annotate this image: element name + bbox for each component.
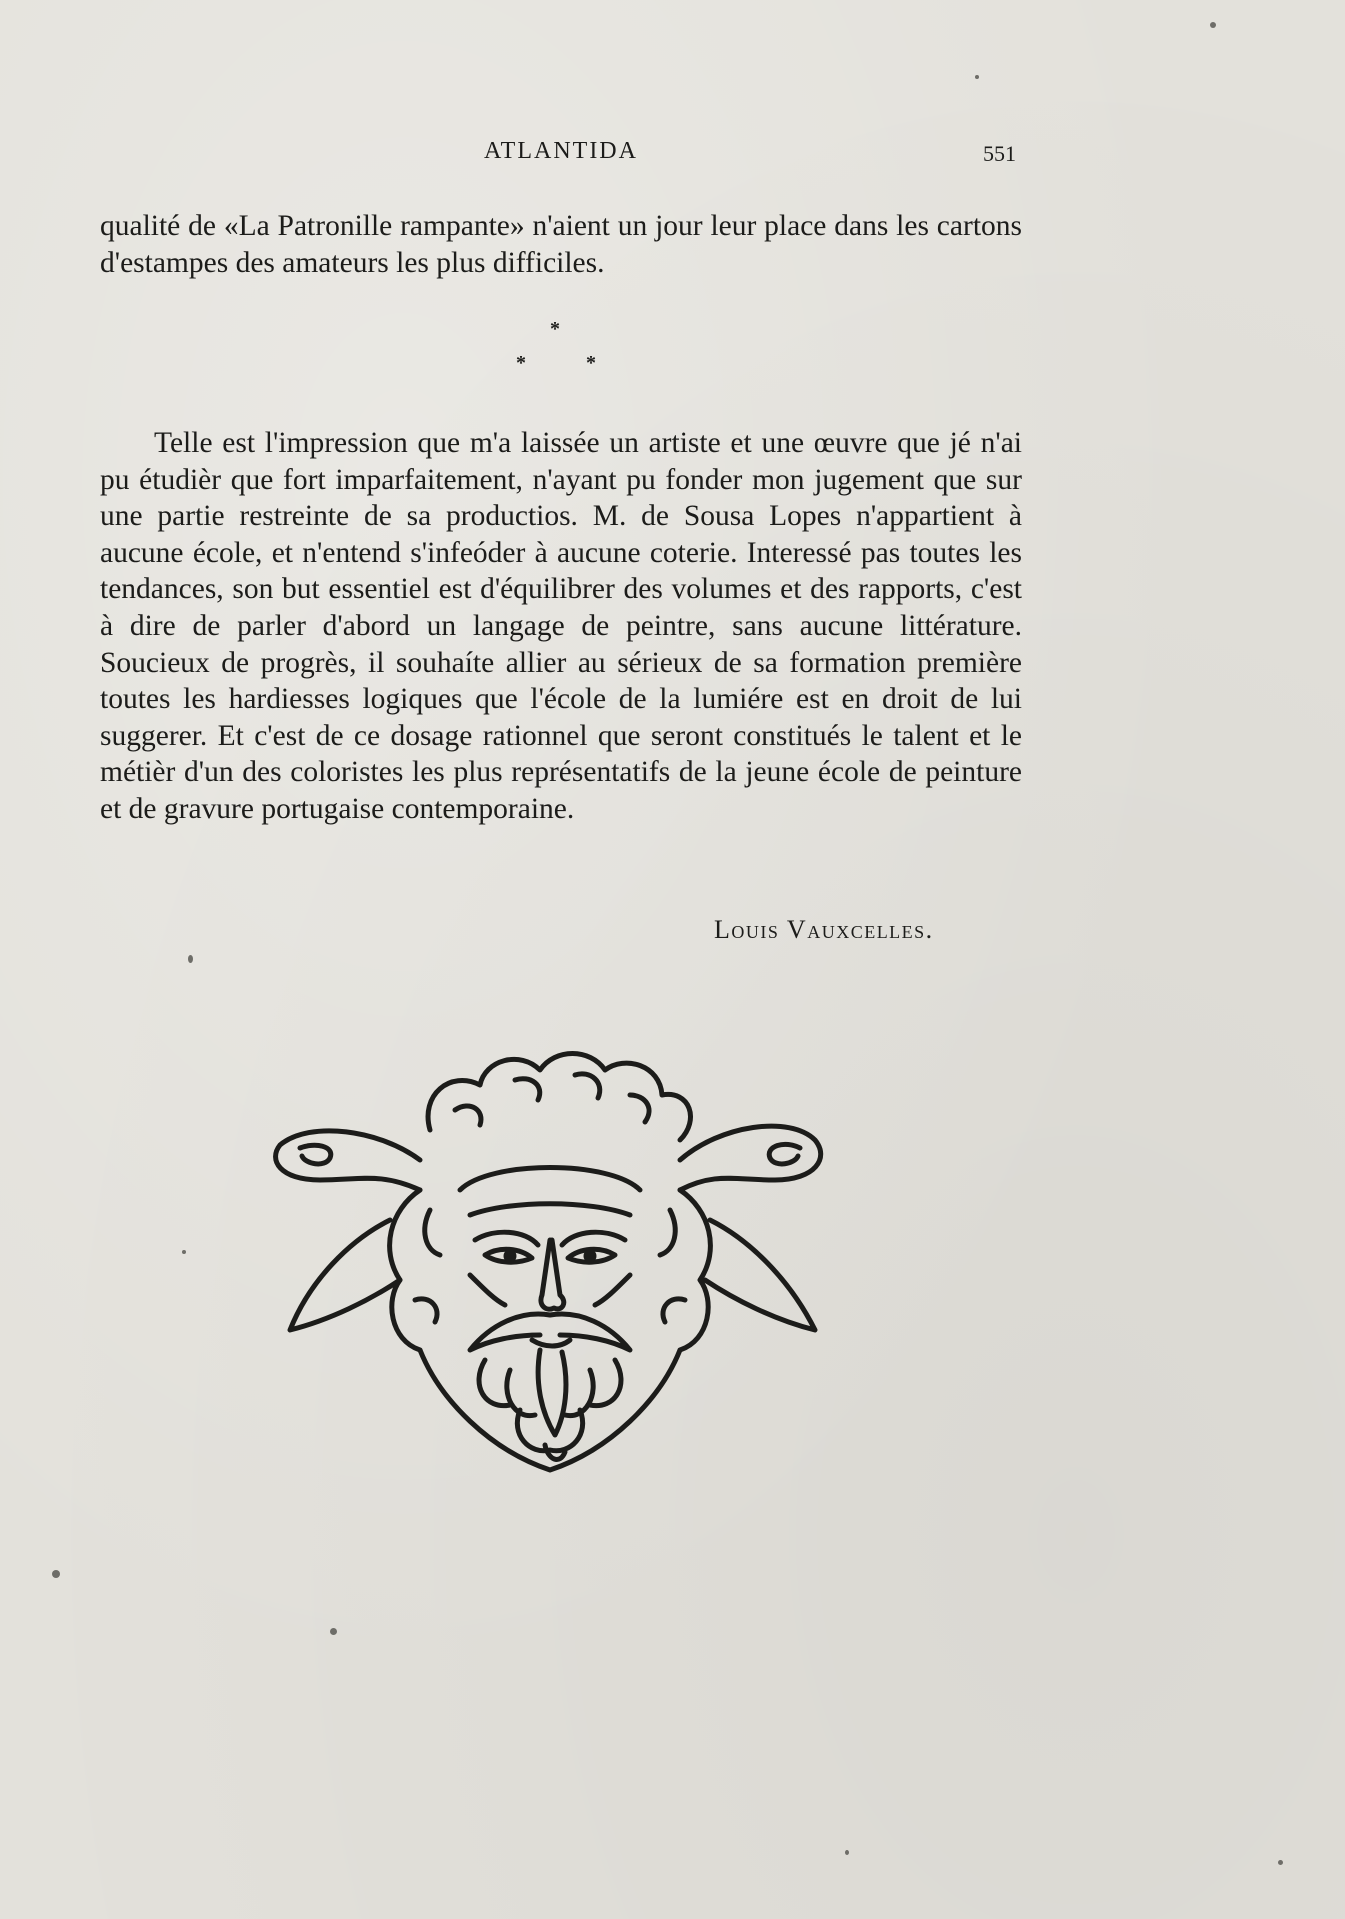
running-head xyxy=(0,138,1345,172)
asterism-star-icon: * xyxy=(516,352,526,374)
asterism-divider xyxy=(500,318,610,388)
paper-speck xyxy=(1210,22,1216,28)
paper-speck xyxy=(1278,1860,1283,1865)
paper-speck xyxy=(182,1250,186,1254)
paper-speck xyxy=(188,955,193,963)
satyr-mask-ornament-icon xyxy=(270,1040,840,1480)
paper-speck xyxy=(975,75,979,79)
paper-speck xyxy=(52,1570,60,1578)
paper-speck xyxy=(330,1628,337,1635)
top-paragraph xyxy=(100,208,1022,281)
running-title: ATLANTIDA xyxy=(484,138,638,164)
top-paragraph-text: qualité de «La Patronille rampante» n'aient un jour leur place dans les cartons d'estampes des amateurs les plus difficiles. xyxy=(100,210,1022,279)
asterism-star-icon: * xyxy=(586,352,596,374)
paper-speck xyxy=(845,1850,849,1855)
main-paragraph-text: Telle est l'impression que m'a laissée un artiste et une œuvre que jé n'ai pu étudièr que fort imparfaitement, n'ayant pu fonder mon jugement que sur une partie restreinte de sa productios. M. de Sousa Lopes n'appartient à aucune école, et n'entend s'infeóder à aucune coterie. Interessé pas toutes les tendances, son but essentiel est d'équilibrer des volumes et des rapports, c'est à dire de parler d'abord un langage de peintre, sans aucune littérature. Soucieux de progrès, il souhaíte allier au sérieux de sa formation première toutes les hardiesses logiques que l'école de la lumiére est en droit de lui suggerer. Et c'est de ce dosage rationnel que seront constitués le talent et le métièr d'un des coloristes les plus représentatifs de la jeune école de peinture et de gravure portugaise contemporaine. xyxy=(100,427,1022,825)
page-number: 551 xyxy=(983,141,1016,166)
asterism-star-icon: * xyxy=(550,318,560,340)
author-signature: Louis Vauxcelles. xyxy=(714,915,934,944)
main-paragraph xyxy=(100,425,1022,828)
